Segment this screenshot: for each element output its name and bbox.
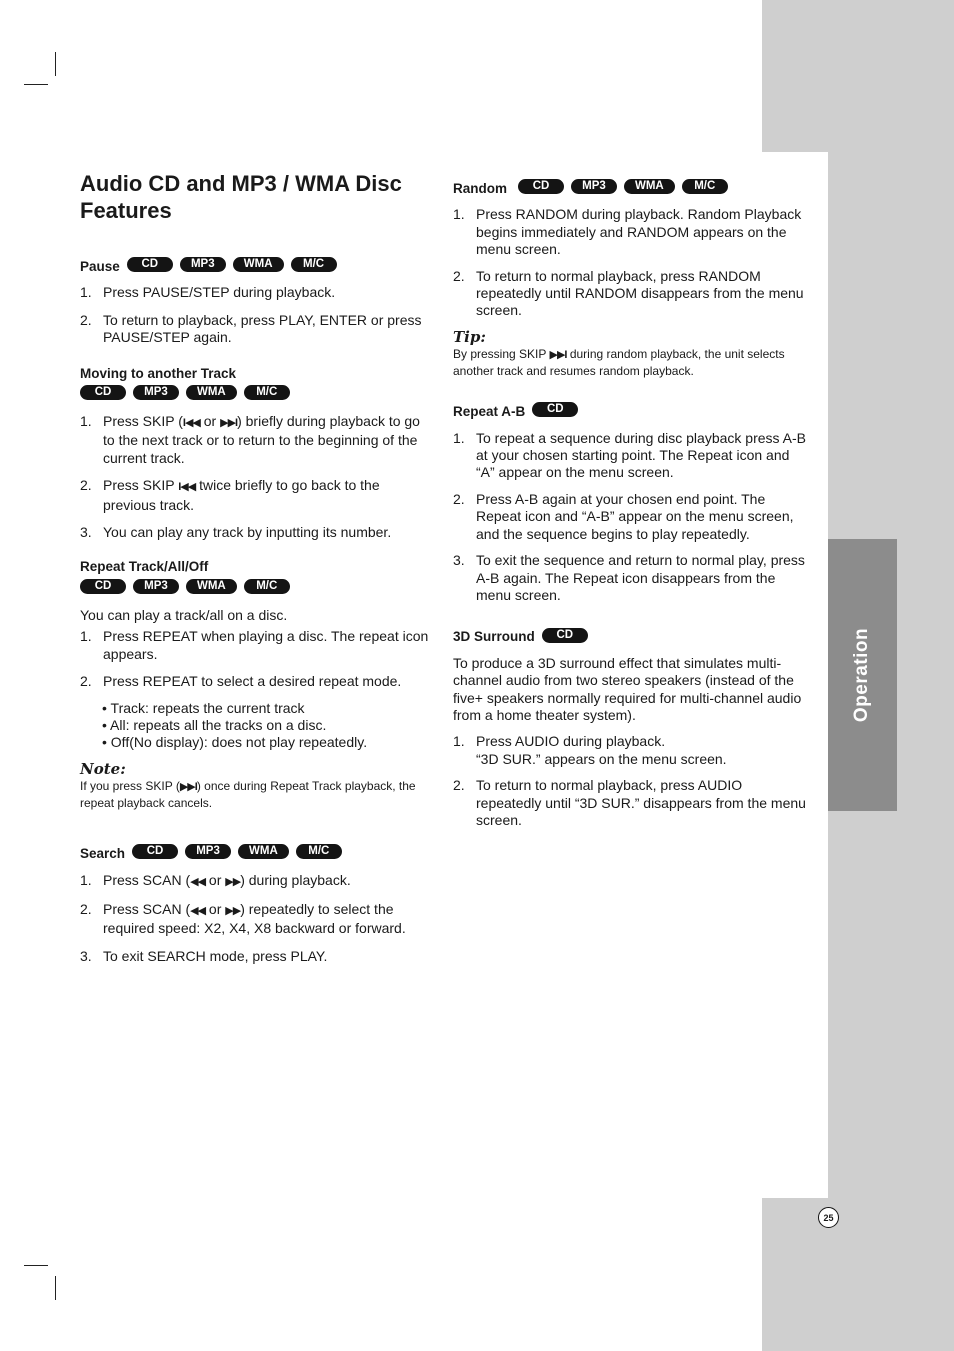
surround-heading xyxy=(453,628,809,645)
moving-title: Moving to another Track xyxy=(80,365,237,381)
text-fragment: Press SKIP ( xyxy=(103,413,183,430)
badge-mc: M/C xyxy=(296,844,342,859)
list-item: • Track: repeats the current track xyxy=(102,699,305,716)
list-item: • All: repeats all the tracks on a disc. xyxy=(102,716,327,733)
step-number: 2. xyxy=(80,673,92,690)
skip-forward-icon: ▶▶I xyxy=(179,781,197,794)
moving-heading xyxy=(80,365,432,400)
surround-intro: To produce a 3D surround effect that simulates multi-channel audio from two stereo speakers (instead of the five+ speakers normally required for multi-channel audio from a home theater system). xyxy=(453,654,802,723)
list-item xyxy=(80,312,432,347)
crop-mark xyxy=(55,1276,56,1300)
list-item xyxy=(80,673,432,690)
list-item xyxy=(80,477,432,514)
list-item xyxy=(80,901,432,938)
pause-heading xyxy=(80,258,432,275)
tip-title: Tip: xyxy=(453,327,486,346)
step-text: To exit SEARCH mode, press PLAY. xyxy=(103,947,328,964)
crop-mark xyxy=(24,84,48,85)
step-number: 2. xyxy=(80,477,92,494)
repeat-heading xyxy=(80,558,432,593)
list-item xyxy=(80,948,432,965)
list-item xyxy=(453,268,809,320)
skip-forward-icon: ▶▶I xyxy=(220,417,238,430)
badge-wma: WMA xyxy=(186,385,237,400)
repeat-title: Repeat Track/All/Off xyxy=(80,559,209,575)
random-title: Random xyxy=(453,181,507,196)
pause-title: Pause xyxy=(80,259,120,274)
search-title: Search xyxy=(80,846,126,862)
badge-wma: WMA xyxy=(624,179,675,194)
step-text: Press REPEAT when playing a disc. The repeat icon appears. xyxy=(103,628,429,662)
step-text: To return to playback, press PLAY, ENTER or press PAUSE/STEP again. xyxy=(103,311,422,346)
step-number: 1. xyxy=(453,429,465,446)
text-fragment: Press AUDIO during playback. xyxy=(476,733,666,750)
step-number: 1. xyxy=(453,733,465,750)
badge-cd: CD xyxy=(127,257,173,272)
list-item xyxy=(453,491,809,543)
list-item xyxy=(80,284,432,301)
step-number: 2. xyxy=(453,777,465,794)
step-text: To return to normal playback, press RANDOM repeatedly until RANDOM disappears from the menu screen. xyxy=(476,267,804,319)
step-number: 1. xyxy=(80,284,92,301)
list-item xyxy=(453,430,809,482)
step-text: Press PAUSE/STEP during playback. xyxy=(103,284,336,301)
note-text xyxy=(80,778,432,811)
margin-band-top xyxy=(762,0,954,152)
step-number: 3. xyxy=(453,552,465,569)
step-number: 2. xyxy=(453,490,465,507)
badge-mc: M/C xyxy=(682,179,728,194)
text-fragment: If you press SKIP ( xyxy=(80,779,180,794)
search-heading xyxy=(80,845,432,862)
step-text: To return to normal playback, press AUDIO repeatedly until “3D SUR.” disappears from the menu screen. xyxy=(476,777,806,828)
fast-forward-icon: ▶▶ xyxy=(225,904,241,917)
moving-steps xyxy=(80,413,432,541)
badge-cd: CD xyxy=(532,402,578,417)
step-number: 1. xyxy=(80,413,92,430)
badge-cd: CD xyxy=(518,179,564,194)
step-text xyxy=(103,413,432,467)
badge-mc: M/C xyxy=(291,257,337,272)
badge-mp3: MP3 xyxy=(133,385,179,400)
text-fragment: Press SCAN ( xyxy=(103,871,191,888)
step-number: 1. xyxy=(453,206,465,223)
badge-mp3: MP3 xyxy=(571,179,617,194)
left-column xyxy=(80,170,432,965)
random-badges xyxy=(518,179,728,194)
side-tab-label: Operation xyxy=(851,627,873,723)
list-item xyxy=(453,733,809,768)
text-fragment: during random playback, the unit selects another track and resumes random playback. xyxy=(453,347,785,379)
text-fragment: ) briefly during playback to go to the next track or to return to the beginning of the current track. xyxy=(103,413,420,466)
step-text xyxy=(476,733,809,768)
badge-cd: CD xyxy=(80,385,126,400)
random-heading xyxy=(453,180,809,197)
search-steps xyxy=(80,872,432,966)
surround-title: 3D Surround xyxy=(453,629,535,645)
step-text: You can play any track by inputting its number. xyxy=(103,524,392,541)
page-title: Audio CD and MP3 / WMA Disc Features xyxy=(80,171,402,223)
page-number: 25 xyxy=(818,1207,839,1228)
step-text: Press REPEAT to select a desired repeat mode. xyxy=(103,673,402,690)
step-text xyxy=(103,477,432,514)
pause-steps xyxy=(80,284,432,346)
step-number: 3. xyxy=(80,524,92,541)
badge-wma: WMA xyxy=(186,579,237,594)
step-text: Press RANDOM during playback. Random Playback begins immediately and RANDOM appears on the menu screen. xyxy=(476,206,802,258)
badge-wma: WMA xyxy=(233,257,284,272)
step-number: 1. xyxy=(80,628,92,645)
badge-cd: CD xyxy=(542,628,588,643)
badge-wma: WMA xyxy=(238,844,289,859)
step-text xyxy=(103,901,432,938)
step-number: 1. xyxy=(80,871,92,888)
fast-forward-icon: ▶▶ xyxy=(225,875,241,888)
list-item xyxy=(80,524,432,541)
section-side-tab xyxy=(828,539,897,811)
rewind-icon: ◀◀ xyxy=(190,875,206,888)
badge-cd: CD xyxy=(132,844,178,859)
step-number: 3. xyxy=(80,947,92,964)
badge-mp3: MP3 xyxy=(180,257,226,272)
badge-cd: CD xyxy=(80,579,126,594)
badge-mp3: MP3 xyxy=(185,844,231,859)
pause-badges xyxy=(127,257,337,272)
repeat-intro: You can play a track/all on a disc. xyxy=(80,606,288,623)
step-text: Press A-B again at your chosen end point. The Repeat icon and “A-B” appear on the menu screen, and the sequence begins to play repeatedly. xyxy=(476,490,794,542)
list-item xyxy=(80,413,432,467)
text-fragment: Press SCAN ( xyxy=(103,900,191,917)
repeat-steps xyxy=(80,628,432,690)
surround-steps xyxy=(453,733,809,829)
moving-badges xyxy=(80,385,432,400)
text-fragment: ) once during Repeat Track playback, the repeat playback cancels. xyxy=(80,779,416,811)
step-number: 2. xyxy=(80,900,92,917)
step-number: 2. xyxy=(80,311,92,328)
repeat-ab-steps xyxy=(453,430,809,605)
text-fragment: or xyxy=(205,871,226,888)
text-fragment: twice briefly to go back to the previous track. xyxy=(103,477,380,513)
badge-mp3: MP3 xyxy=(133,579,179,594)
tip-text xyxy=(453,346,809,379)
list-item xyxy=(80,872,432,891)
list-item: • Off(No display): does not play repeatedly. xyxy=(102,734,368,751)
step-number: 2. xyxy=(453,267,465,284)
skip-back-icon: I◀◀ xyxy=(178,481,196,494)
repeat-ab-heading xyxy=(453,403,809,420)
surround-badges xyxy=(542,628,588,643)
badge-mc: M/C xyxy=(244,579,290,594)
right-column xyxy=(453,170,809,829)
repeat-modes xyxy=(80,700,432,752)
list-item xyxy=(80,628,432,663)
text-fragment: By pressing SKIP xyxy=(453,347,550,362)
text-fragment: Press SKIP xyxy=(103,477,179,494)
list-item xyxy=(453,206,809,258)
random-steps xyxy=(453,206,809,319)
crop-mark xyxy=(55,52,56,76)
repeat-ab-title: Repeat A-B xyxy=(453,404,526,420)
repeat-ab-badges xyxy=(532,402,578,417)
text-fragment: or xyxy=(199,413,221,430)
note-title: Note: xyxy=(80,759,126,778)
rewind-icon: ◀◀ xyxy=(190,904,206,917)
skip-back-icon: I◀◀ xyxy=(182,417,200,430)
list-item xyxy=(453,552,809,604)
text-fragment: ) repeatedly to select the required speed: X2, X4, X8 backward or forward. xyxy=(103,900,406,937)
text-fragment: ) during playback. xyxy=(240,871,351,888)
step-text: To exit the sequence and return to normal play, press A-B again. The Repeat icon disappears from the menu screen. xyxy=(476,552,805,603)
step-text: To repeat a sequence during disc playback press A-B at your chosen starting point. The Repeat icon and “A” appear on the menu screen. xyxy=(476,429,806,481)
step-text xyxy=(103,872,432,891)
text-fragment: “3D SUR.” appears on the menu screen. xyxy=(476,750,727,767)
crop-mark xyxy=(24,1265,48,1266)
margin-band-bottom xyxy=(762,1198,954,1351)
list-item xyxy=(453,777,809,829)
text-fragment: or xyxy=(205,900,226,917)
search-badges xyxy=(132,844,342,859)
skip-forward-icon: ▶▶I xyxy=(549,349,567,362)
repeat-badges xyxy=(80,579,432,594)
badge-mc: M/C xyxy=(244,385,290,400)
